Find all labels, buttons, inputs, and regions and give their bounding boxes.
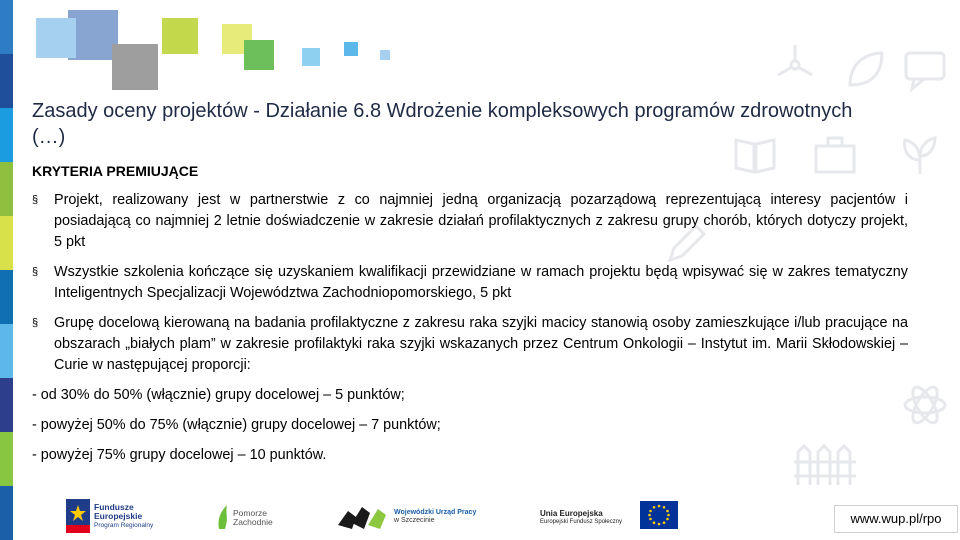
left-color-bar bbox=[0, 0, 13, 540]
scoring-line: - powyżej 75% grupy docelowej – 10 punktów. bbox=[32, 447, 327, 463]
bullet-text: Wszystkie szkolenia kończące się uzyskaniem kwalifikacji przewidziane w ramach projektu będą wpisywać się w zakres tematyczny Inteligentnych Specjalizacji Województwa Zachodniopomorskiego, 5 pkt bbox=[54, 264, 908, 301]
logo-text: Program Regionalny bbox=[94, 522, 154, 529]
logo-text: w Szczecinie bbox=[394, 517, 435, 524]
page-title: Zasady oceny projektów - Działanie 6.8 Wdrożenie kompleksowych programów zdrowotnych (…) bbox=[32, 100, 853, 148]
fundusze-europejskie-logo bbox=[66, 497, 156, 535]
logo-text: Pomorze bbox=[233, 508, 268, 518]
logo-text: Europejskie bbox=[94, 511, 143, 521]
bullet-marker-icon: § bbox=[32, 266, 39, 278]
bullet-marker-icon: § bbox=[32, 317, 39, 329]
bullet-text: Projekt, realizowany jest w partnerstwie z co najmniej jedną organizacją pozarządową reprezentującą interesy pacjentów i posiadającą co najmniej 2 letnie doświadczenie w zakresie działań profilaktycznych z zakresu grupy chorób, których dotyczy projekt, 5 pkt bbox=[54, 192, 908, 250]
bullet-text: Grupę docelową kierowaną na badania profilaktyczne z zakresu raka szyjki macicy stanowią osoby zamieszkujące i/lub pracujące na obszarach „białych plam” w zakresie profilaktyki raka szyjki wskazanych przez Centrum Onkologii – Instytut im. Marii Skłodowskiej – Curie w następującej proporcji: bbox=[54, 315, 908, 373]
scoring-line: - powyżej 50% do 75% (włącznie) grupy docelowej – 7 punktów; bbox=[32, 417, 441, 433]
chat-icon bbox=[900, 45, 950, 95]
bullet-marker-icon: § bbox=[32, 194, 39, 206]
logo-text: Europejski Fundusz Społeczny bbox=[540, 519, 623, 525]
wind-turbine-icon bbox=[770, 40, 820, 90]
eu-flag-icon bbox=[640, 501, 678, 529]
footer-logos bbox=[60, 497, 700, 535]
logo-text: Zachodnie bbox=[233, 517, 273, 527]
griffin-icon bbox=[215, 501, 233, 531]
pomorze-zachodnie-logo bbox=[215, 497, 295, 535]
website-link[interactable]: www.wup.pl/rpo bbox=[834, 505, 958, 533]
list-item bbox=[32, 313, 908, 376]
wup-graphic-icon bbox=[338, 501, 390, 531]
scoring-line: - od 30% do 50% (włącznie) grupy docelowej – 5 punktów; bbox=[32, 387, 405, 403]
section-subtitle: KRYTERIA PREMIUJĄCE bbox=[32, 163, 199, 179]
logo-text: Unia Europejska bbox=[540, 509, 603, 518]
list-item bbox=[32, 262, 908, 304]
criteria-content bbox=[32, 190, 908, 475]
logo-text: Wojewódzki Urząd Pracy bbox=[394, 509, 477, 516]
logo-text: Fundusze bbox=[94, 502, 134, 512]
list-item bbox=[32, 190, 908, 253]
wup-szczecin-logo bbox=[338, 497, 478, 535]
fe-star-icon bbox=[66, 499, 90, 533]
eu-logo bbox=[540, 497, 700, 535]
leaf-icon bbox=[840, 45, 890, 95]
leaves-icon bbox=[895, 130, 945, 180]
